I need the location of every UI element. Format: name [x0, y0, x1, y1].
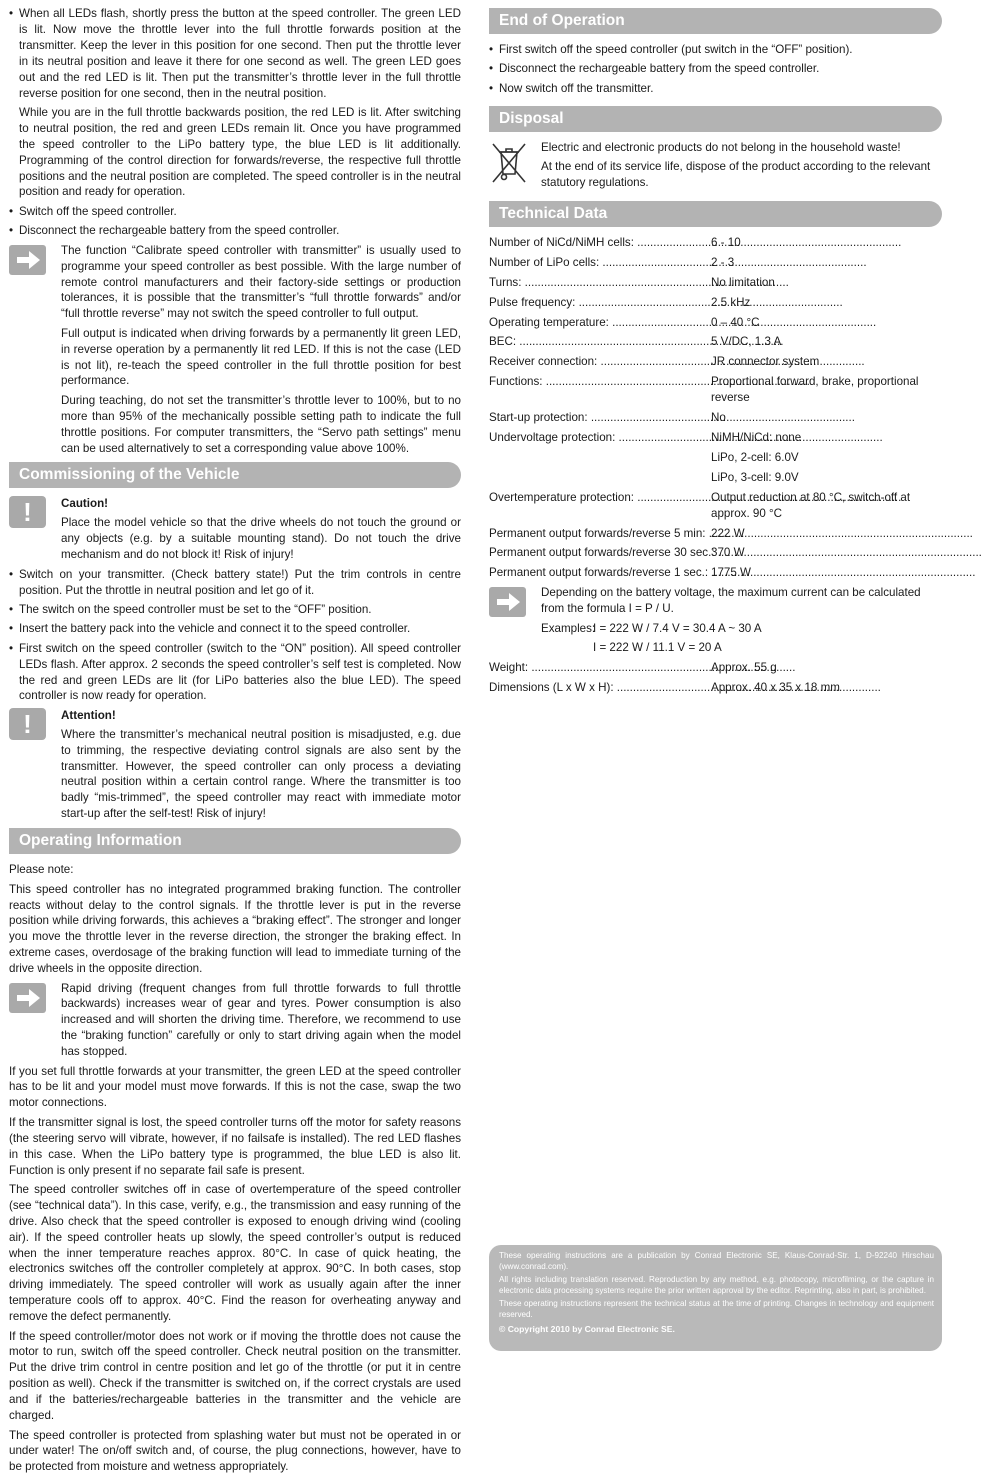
tech-row — [489, 680, 942, 696]
arrow-right-icon — [9, 245, 46, 275]
tech-row — [489, 275, 942, 291]
paragraph: Full output is indicated when driving forwards by a permanently lit green LED, in reverse operation by a permanently lit red LED. If this is not the case (LED is not lit), re-teach the speed controller in the full throttle position for best performance. — [61, 326, 461, 388]
tech-row — [489, 315, 942, 331]
paragraph: At the end of its service life, dispose of the product according to the relevant statutory regulations. — [541, 160, 931, 190]
example-row — [541, 640, 942, 656]
tech-value: 222 W — [711, 526, 745, 540]
paragraph: If the transmitter signal is lost, the speed controller turns off the motor for safety reasons (the steering servo will vibrate, however, if no failsafe is installed). The red LED flashes in this case. When the LiPo battery type is programmed, the blue LED is also lit. Function is only present if no separate fail safe is present. — [9, 1115, 461, 1177]
example-label: Examples: — [541, 621, 596, 635]
list-item: • Insert the battery pack into the vehicle and connect it to the speed controller. — [9, 621, 461, 637]
tech-label: Functions: ..... — [489, 374, 711, 406]
caution-box — [9, 496, 461, 563]
tech-label: Number of NiCd/NiMH cells: ..... — [489, 235, 711, 251]
list-item: • Disconnect the rechargeable battery from the speed controller. — [9, 223, 461, 239]
section-header-commissioning: Commissioning of the Vehicle — [9, 462, 461, 488]
left-column — [9, 6, 461, 1479]
tech-value: 5 V/DC, 1.3 A — [711, 335, 782, 349]
tech-row — [489, 374, 942, 406]
tech-value: Output reduction at 80 °C, switch-off at approx. 90 °C — [711, 490, 911, 520]
imprint-text: All rights including translation reserved. Reproduction by any method, e.g. photocopy, microfilming, or the capture in electronic data processing systems require the prior written approval by the editor. Reprinting, also in part, is prohibited. — [499, 1275, 934, 1295]
list-item: • First switch on the speed controller (switch to the “ON” position). All speed controller LEDs flash. After approx. 2 seconds the speed controller’s self test is completed. Now the red and green LEDs are lit (for LiPo batteries also the blue LED). The speed controller is now ready for operation. — [9, 641, 461, 705]
imprint-box — [489, 1245, 942, 1351]
tech-value: NiMH/NiCd: none — [711, 431, 802, 444]
tech-label: Overtemperature protection: ..... — [489, 490, 711, 522]
tech-label: Number of LiPo cells: ..... — [489, 255, 711, 271]
tech-row — [489, 295, 942, 311]
tech-label: Permanent output forwards/reverse 5 min: ..... — [489, 526, 711, 542]
paragraph: Depending on the battery voltage, the maximum current can be calculated from the formula I = P / U. — [541, 586, 921, 616]
tech-value: 370 W — [711, 546, 745, 560]
right-column — [489, 6, 942, 700]
tech-row — [489, 526, 942, 542]
paragraph: Please note: — [9, 863, 74, 877]
tech-value: Proportional forward, brake, proportional reverse — [711, 375, 919, 405]
tech-label: Permanent output forwards/reverse 30 sec.: ..... — [489, 545, 711, 561]
tech-value: 2 - 3 — [711, 255, 735, 269]
tech-row — [489, 235, 942, 251]
note-box — [489, 585, 942, 656]
tech-value: 6 - 10 — [711, 235, 741, 249]
list-item: • Now switch off the transmitter. — [489, 81, 942, 97]
tech-row — [489, 565, 942, 581]
tech-label: Undervoltage protection: ..... — [489, 430, 711, 446]
tech-value: 0 – 40 °C — [711, 315, 760, 329]
attention-box — [9, 708, 461, 822]
tech-label: Weight: ..... — [489, 660, 711, 676]
paragraph: Rapid driving (frequent changes from full throttle forwards to full throttle backwards) increases wear of gear and tyres. Power consumption is also increased and will shorten the driving time. Therefore, we recommend to use the “braking function” carefully or only to start driving again when the model has stopped. — [61, 981, 461, 1059]
arrow-right-icon — [489, 587, 526, 617]
list-item — [9, 6, 461, 200]
tech-row — [489, 334, 942, 350]
paragraph: If the speed controller/motor does not work or if moving the throttle does not cause the motor to run, switch off the speed controller. Check neutral position on the transmitter. Put the drive trim control in centre position and let go of the throttle (or put it in centre position as well). Check if the transmitter is switched on, if the correct crystals are used and if the batteries/rechargeable batteries in the transmitter and the vehicle are charged. — [9, 1329, 461, 1423]
tech-label: Dimensions (L x W x H): ..... — [489, 680, 711, 696]
note-box — [9, 243, 461, 457]
tech-row — [489, 545, 942, 561]
exclamation-icon: ! — [9, 496, 46, 528]
list-item: • Switch off the speed controller. — [9, 204, 461, 220]
tech-label: BEC: ..... — [489, 334, 711, 350]
list-item: • Switch on your transmitter. (Check battery state!) Put the trim controls in centre position. Put the throttle in neutral position and let go of it. — [9, 567, 461, 599]
note-box — [9, 981, 461, 1061]
imprint-text: These operating instructions represent the technical status at the time of printing. Changes in technology and equipment reserved. — [499, 1299, 934, 1319]
attention-title: Attention! — [61, 708, 116, 722]
list-item: • First switch off the speed controller (put switch in the “OFF” position). — [489, 42, 942, 58]
list-item: • Disconnect the rechargeable battery from the speed controller. — [489, 61, 942, 77]
paragraph: Place the model vehicle so that the drive wheels do not touch the ground or any objects (e.g. by a suitable mounting stand). Do not touch the drive mechanism and do not block it! Risk of injury! — [61, 516, 461, 562]
tech-sub-value: LiPo, 2-cell: 6.0V — [711, 450, 799, 464]
paragraph: The speed controller switches off in case of overtemperature of the speed controller (see “technical data”). In this case, verify, e.g., the transmission and easy running of the drive. Also check that the speed controller is exposed to enough driving wind (cooling air). If the speed controller heats up slowly, the speed controller’s output is reduced when the inner temperature reaches approx. 80°C. In case of quick heating, the electronics switches off the controller completely at approx. 90°C. In both cases, stop driving immediately. The speed controller will work as usually again after the inner temperature cools off to approx. 40°C. Find the reason for overheating anyway and remove the defect permanently. — [9, 1182, 461, 1324]
tech-row — [489, 430, 942, 446]
paragraph: The function “Calibrate speed controller with transmitter” is usually used to programme your speed controller as best possible. With the large number of remote control manufacturers and their factory-side settings or production tolerances, it is possible that the transmitter’s “full throttle forwards” and/or “full throttle reverse” may not switch the speed controller to full output. — [61, 243, 461, 321]
tech-label: Pulse frequency: ..... — [489, 295, 711, 311]
example-formula: I = 222 W / 11.1 V = 20 A — [593, 641, 722, 655]
paragraph: If you set full throttle forwards at your transmitter, the green LED at the speed controller has to be lit and your model must move forwards. If this is not the case, swap the two motor connections. — [9, 1064, 461, 1110]
crossed-bin-icon — [489, 140, 529, 189]
list-item: • The switch on the speed controller must be set to the “OFF” position. — [9, 602, 461, 618]
tech-label: Start-up protection: ..... — [489, 410, 711, 426]
tech-value: 2.5 kHz — [711, 295, 751, 309]
tech-value: 1775 W — [711, 566, 751, 580]
tech-value: No — [711, 411, 726, 425]
arrow-right-icon — [9, 983, 46, 1013]
paragraph: Electric and electronic products do not belong in the household waste! — [541, 140, 901, 154]
tech-row — [489, 354, 942, 370]
paragraph: During teaching, do not set the transmitter’s throttle lever to 100%, but to no more than 95% of the mechanically possible setting path to indicate the full throttle positions. For computer transmitters, the “Servo path settings” menu can be used alternatively to set a corresponding value above 100%. — [61, 393, 461, 455]
imprint-text: These operating instructions are a publication by Conrad Electronic SE, Klaus-Conrad-Str. 1, D-92240 Hirschau (www.conrad.com). — [499, 1251, 934, 1271]
tech-row — [489, 410, 942, 426]
example-formula: I = 222 W / 7.4 V = 30.4 A ~ 30 A — [593, 621, 762, 635]
tech-value: No limitation — [711, 275, 775, 289]
tech-row — [489, 490, 942, 522]
tech-label: Operating temperature: ..... — [489, 315, 711, 331]
paragraph: The speed controller is protected from splashing water but must not be operated in or under water! The on/off switch and, of course, the plug connections, however, have to be protected from moisture and wetness appropriately. — [9, 1428, 461, 1474]
paragraph: When all LEDs flash, shortly press the button at the speed controller. The green LED is lit. Now move the throttle lever into the full throttle forwards position at the transmitter. Keep the lever in this position for one second. Then put the throttle lever in its neutral position and leave it there for one second as well. The green LED goes out and the red LED is lit. Then put the transmitter’s throttle lever in the full throttle reverse position for one second, then in the neutral position. — [19, 7, 461, 100]
paragraph: Where the transmitter’s mechanical neutral position is misadjusted, e.g. due to trimming, the respective deviating control signals are also sent by the transmitter. However, the speed controller can only process a deviating neutral position within a certain control range. Where the transmitter is too badly “mis-trimmed”, the speed controller may react with immediate motor start-up after the self-test! Risk of injury! — [61, 727, 461, 821]
copyright: © Copyright 2010 by Conrad Electronic SE. — [499, 1323, 675, 1334]
caution-title: Caution! — [61, 497, 109, 511]
example-row — [541, 621, 942, 637]
tech-value: JR connector system — [711, 355, 820, 369]
tech-sub-value: LiPo, 3-cell: 9.0V — [711, 470, 799, 484]
tech-value: Approx. 55 g — [711, 661, 777, 675]
tech-label: Receiver connection: ..... — [489, 354, 711, 370]
section-header-operating: Operating Information — [9, 828, 461, 854]
paragraph: While you are in the full throttle backwards position, the red LED is lit. After switching to neutral position, the red and green LEDs remain lit. Once you have programmed the speed controller to the LiPo battery type, the blue LED is lit additionally. Programming of the control direction for forwards/reverse, the respective full throttle positions and the neutral position are completed. The speed controller is in the neutral position and ready for operation. — [19, 105, 461, 199]
tech-label: Turns: ..... — [489, 275, 711, 291]
tech-row — [489, 660, 942, 676]
paragraph: This speed controller has no integrated programmed braking function. The controller reacts without delay to the control signals. If the throttle lever is put in the reverse position while driving forwards, this achieves a “braking effect”. The stronger and longer you move the throttle lever in the reverse direction, the stronger the braking effect. In extreme cases, overdosage of the braking function will lead to immediate turning of the drive wheels in the opposite direction. — [9, 882, 461, 976]
tech-row — [489, 255, 942, 271]
technical-data-list — [489, 235, 942, 446]
section-header-end-of-operation: End of Operation — [489, 8, 942, 34]
tech-value: Approx. 40 x 35 x 18 mm — [711, 681, 840, 695]
tech-label: Permanent output forwards/reverse 1 sec.: ..... — [489, 565, 711, 581]
spacer — [541, 640, 593, 656]
exclamation-icon: ! — [9, 708, 46, 740]
section-header-disposal: Disposal — [489, 106, 942, 132]
section-header-technical-data: Technical Data — [489, 201, 942, 227]
disposal-block — [489, 140, 942, 191]
